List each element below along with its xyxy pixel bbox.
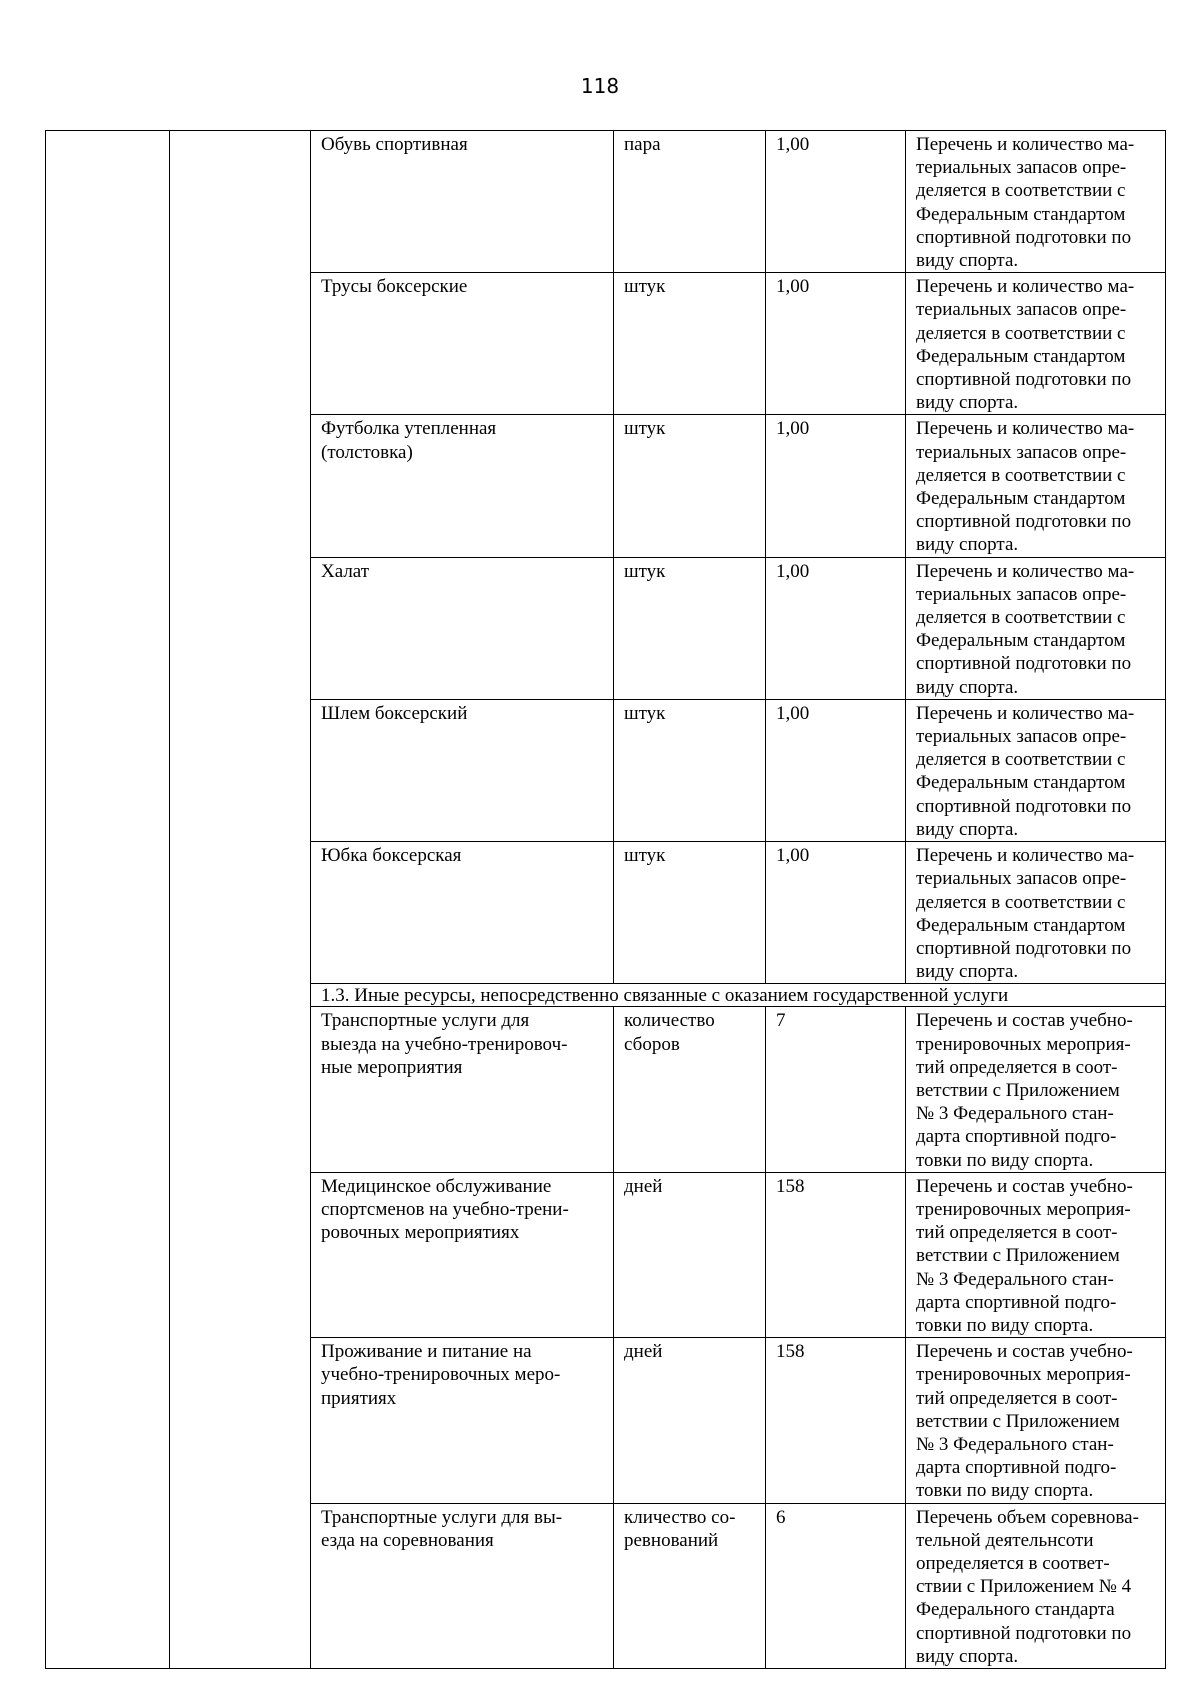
table-row [46, 131, 1166, 273]
item-note: Перечень и количество ма- териальных запасов опре- деляется в соответствии с Федеральным стандартом спортивной подготовки по виду спорта. [906, 557, 1166, 699]
item-quantity: 158 [766, 1338, 906, 1503]
item-name: Обувь спортивная [311, 131, 614, 273]
item-name: Транспортные услуги для выезда на учебно-тренировоч- ные мероприятия [311, 1007, 614, 1172]
item-name: Халат [311, 557, 614, 699]
empty-column-2 [170, 131, 311, 1669]
item-name: Футболка утепленная (толстовка) [311, 415, 614, 557]
item-quantity: 1,00 [766, 415, 906, 557]
item-quantity: 1,00 [766, 557, 906, 699]
item-unit: дней [614, 1172, 766, 1337]
item-unit: штук [614, 557, 766, 699]
item-note: Перечень и количество ма- териальных запасов опре- деляется в соответствии с Федеральным стандартом спортивной подготовки по виду спорта. [906, 699, 1166, 841]
item-note: Перечень и количество ма- териальных запасов опре- деляется в соответствии с Федеральным стандартом спортивной подготовки по виду спорта. [906, 273, 1166, 415]
item-unit: штук [614, 699, 766, 841]
item-quantity: 1,00 [766, 131, 906, 273]
item-unit: штук [614, 842, 766, 984]
item-quantity: 1,00 [766, 842, 906, 984]
item-note: Перечень и состав учебно- тренировочных мероприя- тий определяется в соот- ветствии с Приложением № 3 Федерального стан- дарта спортивной подго- товки по виду спорта. [906, 1007, 1166, 1172]
item-unit: пара [614, 131, 766, 273]
item-unit: дней [614, 1338, 766, 1503]
item-name: Шлем боксерский [311, 699, 614, 841]
empty-column-1 [46, 131, 170, 1669]
item-quantity: 158 [766, 1172, 906, 1337]
item-note: Перечень объем соревнова- тельной деятельнсоти определяется в соответ- ствии с Приложением № 4 Федерального стандарта спортивной подготовки по виду спорта. [906, 1503, 1166, 1668]
item-quantity: 7 [766, 1007, 906, 1172]
item-note: Перечень и количество ма- териальных запасов опре- деляется в соответствии с Федеральным стандартом спортивной подготовки по виду спорта. [906, 842, 1166, 984]
item-name: Транспортные услуги для вы- езда на соревнования [311, 1503, 614, 1668]
item-note: Перечень и количество ма- териальных запасов опре- деляется в соответствии с Федеральным стандартом спортивной подготовки по виду спорта. [906, 131, 1166, 273]
section-heading: 1.3. Иные ресурсы, непосредственно связанные с оказанием государственной услуги [311, 984, 1166, 1007]
item-note: Перечень и количество ма- териальных запасов опре- деляется в соответствии с Федеральным стандартом спортивной подготовки по виду спорта. [906, 415, 1166, 557]
item-name: Трусы боксерские [311, 273, 614, 415]
item-name: Медицинское обслуживание спортсменов на учебно-трени- ровочных мероприятиях [311, 1172, 614, 1337]
item-note: Перечень и состав учебно- тренировочных мероприя- тий определяется в соот- ветствии с Приложением № 3 Федерального стан- дарта спортивной подго- товки по виду спорта. [906, 1172, 1166, 1337]
item-name: Юбка боксерская [311, 842, 614, 984]
item-unit: кличество со- ревнований [614, 1503, 766, 1668]
item-quantity: 6 [766, 1503, 906, 1668]
item-quantity: 1,00 [766, 273, 906, 415]
item-unit: штук [614, 273, 766, 415]
item-unit: штук [614, 415, 766, 557]
resource-table [45, 130, 1166, 1669]
item-unit: количество сборов [614, 1007, 766, 1172]
item-note: Перечень и состав учебно- тренировочных мероприя- тий определяется в соот- ветствии с Приложением № 3 Федерального стан- дарта спортивной подго- товки по виду спорта. [906, 1338, 1166, 1503]
item-name: Проживание и питание на учебно-тренировочных меро- приятиях [311, 1338, 614, 1503]
page-number: 118 [580, 74, 620, 98]
item-quantity: 1,00 [766, 699, 906, 841]
